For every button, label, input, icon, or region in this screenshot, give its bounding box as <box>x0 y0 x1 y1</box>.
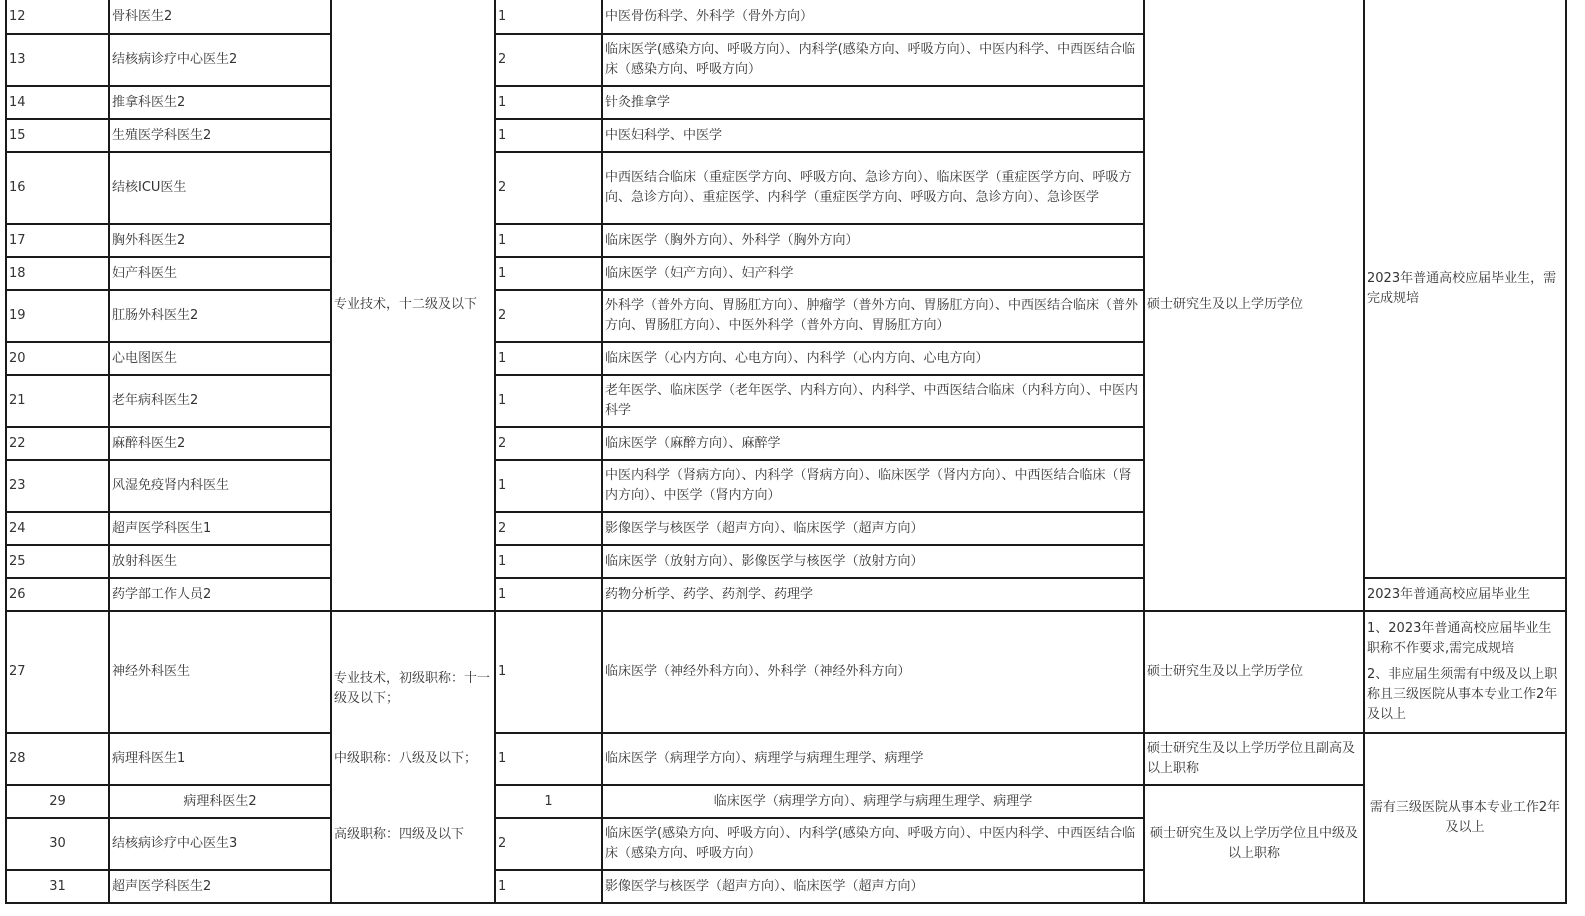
major: 临床医学（心内方向、心电方向）、内科学（心内方向、心电方向） <box>602 342 1144 375</box>
major: 临床医学（胸外方向）、外科学（胸外方向） <box>602 224 1144 257</box>
post-name: 超声医学科医生1 <box>109 512 331 545</box>
hire-count: 1 <box>495 460 602 512</box>
post-level <box>331 611 495 903</box>
other-requirements <box>1364 611 1566 733</box>
major: 临床医学（病理学方向）、病理学与病理生理学、病理学 <box>602 785 1144 818</box>
post-name: 结核ICU医生 <box>109 152 331 224</box>
major: 临床医学（妇产方向）、妇产科学 <box>602 257 1144 290</box>
post-name: 结核病诊疗中心医生2 <box>109 34 331 86</box>
hire-count: 1 <box>495 0 602 34</box>
row-number: 31 <box>6 870 109 903</box>
table-row <box>6 611 1566 733</box>
major: 临床医学（神经外科方向）、外科学（神经外科方向） <box>602 611 1144 733</box>
major: 中医骨伤科学、外科学（骨外方向） <box>602 0 1144 34</box>
post-name: 生殖医学科医生2 <box>109 119 331 152</box>
table-row <box>6 733 1566 785</box>
major: 临床医学(感染方向、呼吸方向）、内科学(感染方向、呼吸方向）、中医内科学、中西医结合临床（感染方向、呼吸方向） <box>602 818 1144 870</box>
row-number: 26 <box>6 578 109 611</box>
other-requirements: 需有三级医院从事本专业工作2年及以上 <box>1364 733 1566 903</box>
major: 中医妇科学、中医学 <box>602 119 1144 152</box>
row-number: 17 <box>6 224 109 257</box>
major: 药物分析学、药学、药剂学、药理学 <box>602 578 1144 611</box>
hire-count: 2 <box>495 512 602 545</box>
hire-count: 1 <box>495 224 602 257</box>
post-name: 神经外科医生 <box>109 611 331 733</box>
hire-count: 1 <box>495 257 602 290</box>
major: 外科学（普外方向、胃肠肛方向）、肿瘤学（普外方向、胃肠肛方向）、中西医结合临床（普外方向、胃肠肛方向）、中医外科学（普外方向、胃肠肛方向） <box>602 290 1144 342</box>
requirement-2: 2、非应届生须需有中级及以上职称且三级医院从事本专业工作2年及以上 <box>1367 667 1558 722</box>
post-name: 病理科医生2 <box>109 785 331 818</box>
level-middle: 中级职称：八级及以下； <box>334 751 478 766</box>
row-number: 22 <box>6 427 109 460</box>
requirement-1: 1、2023年普通高校应届毕业生职称不作要求,需完成规培 <box>1367 621 1552 656</box>
post-name: 病理科医生1 <box>109 733 331 785</box>
major: 临床医学（麻醉方向）、麻醉学 <box>602 427 1144 460</box>
post-name: 麻醉科医生2 <box>109 427 331 460</box>
post-name: 放射科医生 <box>109 545 331 578</box>
row-number: 13 <box>6 34 109 86</box>
hire-count: 1 <box>495 86 602 119</box>
hire-count: 1 <box>495 785 602 818</box>
hire-count: 1 <box>495 578 602 611</box>
hire-count: 2 <box>495 290 602 342</box>
post-name: 风湿免疫肾内科医生 <box>109 460 331 512</box>
hire-count: 1 <box>495 545 602 578</box>
row-number: 25 <box>6 545 109 578</box>
hire-count: 2 <box>495 818 602 870</box>
post-name: 骨科医生2 <box>109 0 331 34</box>
post-name: 胸外科医生2 <box>109 224 331 257</box>
post-name: 心电图医生 <box>109 342 331 375</box>
row-number: 20 <box>6 342 109 375</box>
row-number: 12 <box>6 0 109 34</box>
hire-count: 1 <box>495 611 602 733</box>
major: 临床医学（放射方向）、影像医学与核医学（放射方向） <box>602 545 1144 578</box>
hire-count: 1 <box>495 375 602 427</box>
major: 中西医结合临床（重症医学方向、呼吸方向、急诊方向）、临床医学（重症医学方向、呼吸方向、急诊方向）、重症医学、内科学（重症医学方向、呼吸方向、急诊方向）、急诊医学 <box>602 152 1144 224</box>
row-number: 24 <box>6 512 109 545</box>
major: 影像医学与核医学（超声方向）、临床医学（超声方向） <box>602 870 1144 903</box>
major: 中医内科学（肾病方向）、内科学（肾病方向）、临床医学（肾内方向）、中西医结合临床（肾内方向）、中医学（肾内方向） <box>602 460 1144 512</box>
row-number: 28 <box>6 733 109 785</box>
major: 针灸推拿学 <box>602 86 1144 119</box>
post-level: 专业技术，十二级及以下 <box>331 0 495 611</box>
other-requirements: 2023年普通高校应届毕业生，需完成规培 <box>1364 0 1566 578</box>
post-name: 妇产科医生 <box>109 257 331 290</box>
post-name: 结核病诊疗中心医生3 <box>109 818 331 870</box>
hire-count: 1 <box>495 870 602 903</box>
major: 影像医学与核医学（超声方向）、临床医学（超声方向） <box>602 512 1144 545</box>
major: 老年医学、临床医学（老年医学、内科方向）、内科学、中西医结合临床（内科方向）、中医内科学 <box>602 375 1144 427</box>
hire-count: 1 <box>495 733 602 785</box>
table-row <box>6 785 1566 818</box>
post-name: 超声医学科医生2 <box>109 870 331 903</box>
hire-count: 2 <box>495 34 602 86</box>
level-senior: 高级职称：四级及以下 <box>334 827 465 842</box>
row-number: 23 <box>6 460 109 512</box>
row-number: 18 <box>6 257 109 290</box>
recruitment-table <box>5 0 1567 904</box>
row-number: 15 <box>6 119 109 152</box>
row-number: 27 <box>6 611 109 733</box>
post-name: 药学部工作人员2 <box>109 578 331 611</box>
post-name: 推拿科医生2 <box>109 86 331 119</box>
hire-count: 1 <box>495 342 602 375</box>
post-name: 肛肠外科医生2 <box>109 290 331 342</box>
education: 硕士研究生及以上学历学位 <box>1144 0 1364 611</box>
post-name: 老年病科医生2 <box>109 375 331 427</box>
row-number: 16 <box>6 152 109 224</box>
table-row <box>6 0 1566 34</box>
hire-count: 2 <box>495 427 602 460</box>
major: 临床医学（病理学方向）、病理学与病理生理学、病理学 <box>602 733 1144 785</box>
row-number: 14 <box>6 86 109 119</box>
row-number: 29 <box>6 785 109 818</box>
education: 硕士研究生及以上学历学位且中级及以上职称 <box>1144 785 1364 903</box>
other-requirements: 2023年普通高校应届毕业生 <box>1364 578 1566 611</box>
level-junior: 专业技术，初级职称：十一级及以下； <box>334 671 491 706</box>
education: 硕士研究生及以上学历学位 <box>1144 611 1364 733</box>
row-number: 30 <box>6 818 109 870</box>
row-number: 21 <box>6 375 109 427</box>
hire-count: 2 <box>495 152 602 224</box>
row-number: 19 <box>6 290 109 342</box>
education: 硕士研究生及以上学历学位且副高及以上职称 <box>1144 733 1364 785</box>
hire-count: 1 <box>495 119 602 152</box>
major: 临床医学(感染方向、呼吸方向）、内科学(感染方向、呼吸方向）、中医内科学、中西医结合临床（感染方向、呼吸方向） <box>602 34 1144 86</box>
